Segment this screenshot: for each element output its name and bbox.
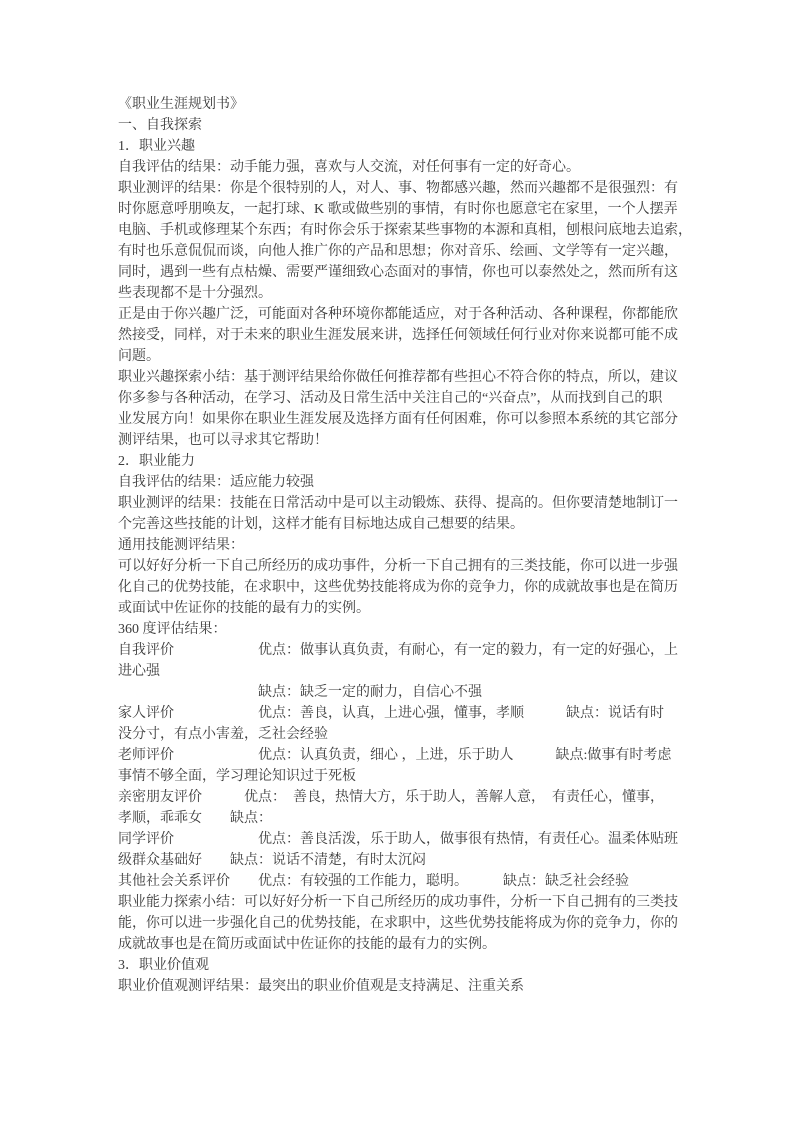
text-line: 自我评估的结果：适应能力较强 <box>118 475 314 490</box>
text-line: 你多参与各种活动，在学习、活动及日常生活中关注自己的“兴奋点”，从而找到自己的职 <box>118 391 663 406</box>
text-line: 正是由于你兴趣广泛，可能面对各种环境你都能适应，对于各种活动、各种课程，你都能欣 <box>118 307 678 322</box>
text-line: 能，你可以进一步强化自己的优势技能，在求职中，这些优势技能将成为你的竞争力，你的 <box>118 916 678 931</box>
text-line: 缺点：缺乏一定的耐力，自信心不强 <box>118 685 482 700</box>
text-line: 职业测评的结果：技能在日常活动中是可以主动锻炼、获得、提高的。但你要清楚地制订一 <box>118 496 678 511</box>
text-line: 其他社会关系评价 优点：有较强的工作能力，聪明。 缺点：缺乏社会经验 <box>118 874 629 889</box>
text-line: 2．职业能力 <box>118 454 195 469</box>
text-line: 业发展方向！如果你在职业生涯发展及选择方面有任何困难，你可以参照本系统的其它部分 <box>118 412 678 427</box>
text-line: 化自己的优势技能，在求职中，这些优势技能将成为你的竞争力，你的成就故事也是在简历 <box>118 580 678 595</box>
text-line: 然接受，同样，对于未来的职业生涯发展来讲，选择任何领域任何行业对你来说都可能不成 <box>118 328 678 343</box>
text-line: 职业能力探索小结：可以好好分析一下自己所经历的成功事件，分析一下自己拥有的三类技 <box>118 895 678 910</box>
text-line: 些表现都不是十分强烈。 <box>118 286 272 301</box>
text-line: 进心强 <box>118 664 160 679</box>
text-line: 电脑、手机或修理某个东西；有时你会乐于探索某些事物的本源和真相，刨根问底地去追索， <box>118 223 692 238</box>
text-line: 一、自我探索 <box>118 118 202 133</box>
text-line: 1．职业兴趣 <box>118 139 195 154</box>
text-line: 自我评估的结果：动手能力强，喜欢与人交流，对任何事有一定的好奇心。 <box>118 160 580 175</box>
text-line: 老师评价 优点：认真负责，细心 ，上进，乐于助人 缺点:做事有时考虑 <box>118 748 672 763</box>
text-line: 通用技能测评结果： <box>118 538 244 553</box>
text-line: 没分寸，有点小害羞，乏社会经验 <box>118 727 328 742</box>
text-line: 职业价值观测评结果：最突出的职业价值观是支持满足、注重关系 <box>118 979 524 994</box>
text-line: 有时也乐意侃侃而谈，向他人推广你的产品和思想；你对音乐、绘画、文学等有一定兴趣， <box>118 244 678 259</box>
text-line: 家人评价 优点：善良，认真，上进心强，懂事，孝顺 缺点：说话有时 <box>118 706 664 721</box>
text-line: 职业测评的结果：你是个很特别的人，对人、事、物都感兴趣，然而兴趣都不是很强烈：有 <box>118 181 678 196</box>
text-line: 3．职业价值观 <box>118 958 209 973</box>
text-line: 问题。 <box>118 349 160 364</box>
text-line: 测评结果，也可以寻求其它帮助！ <box>118 433 328 448</box>
text-line: 级群众基础好 缺点：说话不清楚，有时太沉闷 <box>118 853 426 868</box>
text-line: 可以好好分析一下自己所经历的成功事件，分析一下自己拥有的三类技能，你可以进一步强 <box>118 559 678 574</box>
text-line: 同学评价 优点：善良活泼，乐于助人，做事很有热情，有责任心。温柔体贴班 <box>118 832 678 847</box>
text-line: 职业兴趣探索小结：基于测评结果给你做任何推荐都有些担心不符合你的特点，所以，建议 <box>118 370 678 385</box>
document-text-block <box>118 94 718 997</box>
text-line: 同时，遇到一些有点枯燥、需要严谨细致心态面对的事情，你也可以泰然处之，然而所有这 <box>118 265 678 280</box>
text-line: 个完善这些技能的计划，这样才能有目标地达成自己想要的结果。 <box>118 517 524 532</box>
text-line: 自我评价 优点：做事认真负责，有耐心，有一定的毅力，有一定的好强心，上 <box>118 643 678 658</box>
text-line: 成就故事也是在简历或面试中佐证你的技能的最有力的实例。 <box>118 937 496 952</box>
text-line: 《职业生涯规划书》 <box>118 97 244 112</box>
text-line: 360 度评估结果： <box>118 622 227 637</box>
text-line: 孝顺，乖乖女 缺点： <box>118 811 272 826</box>
text-line: 或面试中佐证你的技能的最有力的实例。 <box>118 601 370 616</box>
text-line: 时你愿意呼朋唤友，一起打球、K 歌或做些别的事情，有时你也愿意宅在家里，一个人摆弄 <box>118 202 678 217</box>
text-line: 亲密朋友评价 优点： 善良，热情大方，乐于助人，善解人意， 有责任心，懂事， <box>118 790 664 805</box>
text-line: 事情不够全面，学习理论知识过于死板 <box>118 769 356 784</box>
